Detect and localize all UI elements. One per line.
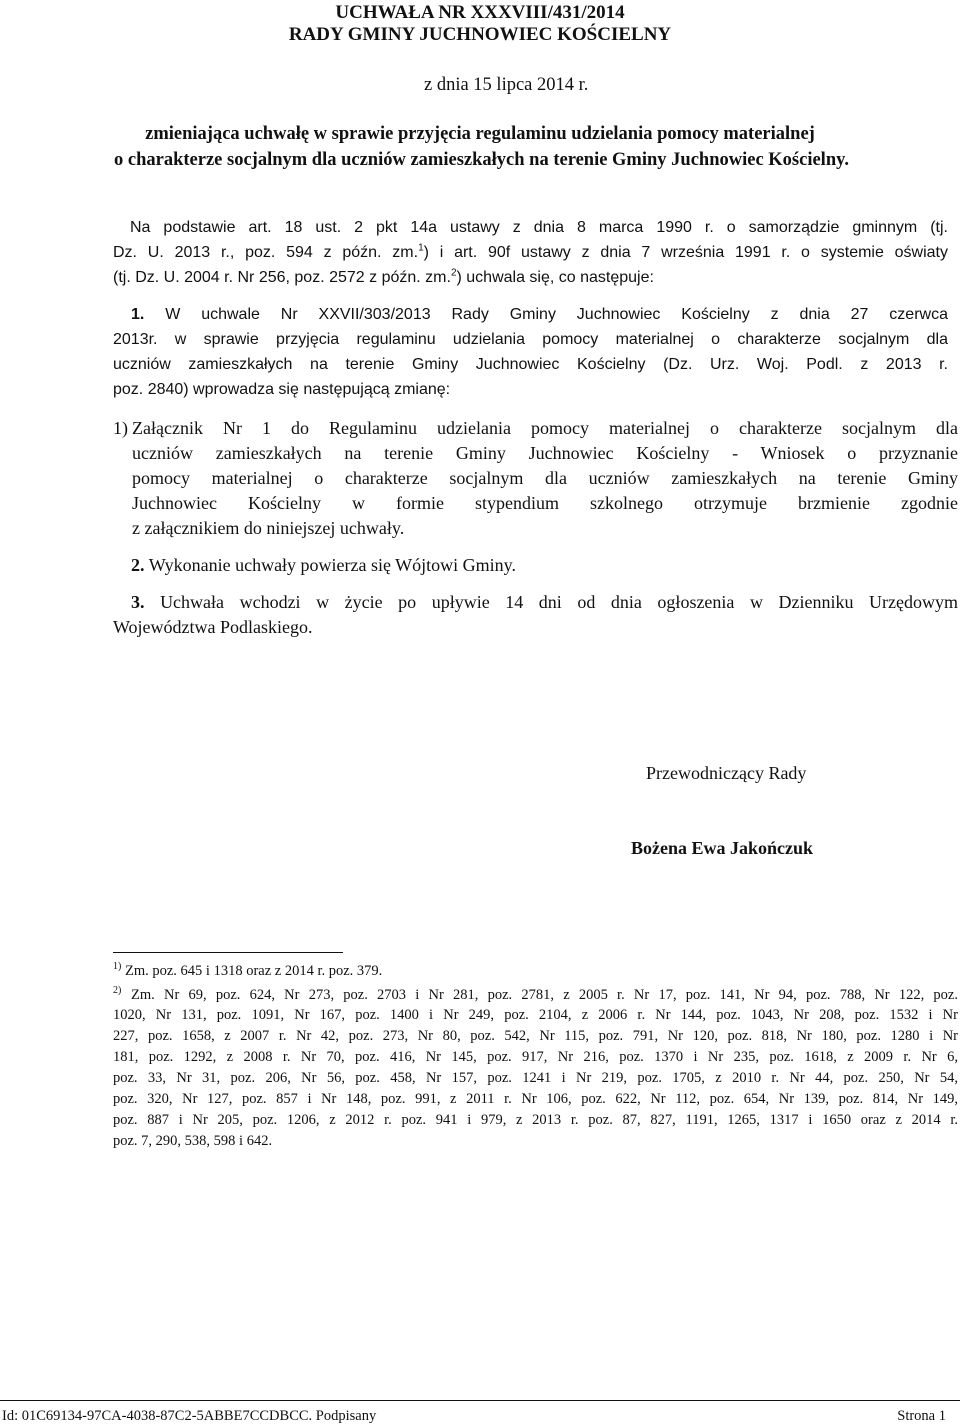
section-2-number: 2. [131,555,145,575]
footnote-separator [113,952,343,953]
section-1-line-1: 1. W uchwale Nr XXVII/303/2013 Rady Gminy Juchnowiec Kościelny z dnia 27 czerwca [131,306,948,323]
section-1-line-3: uczniów zamieszkałych na terenie Gminy Juchnowiec Kościelny (Dz. Urz. Woj. Podl. z 2013 r. [113,356,948,373]
footnote-2-line: poz. 320, Nr 127, poz. 857 i Nr 148, poz. 991, z 2011 r. Nr 106, poz. 622, Nr 112, poz. 654, Nr 139, poz. 814, Nr 149, [113,1091,958,1107]
item-1-line-2: uczniów zamieszkałych na terenie Gminy Juchnowiec Kościelny - Wniosek o przyznanie [132,443,958,463]
resolution-date: z dnia 15 lipca 2014 r. [424,75,589,95]
footnote-2-mark: 2) [113,985,122,997]
item-1-label: 1) [113,418,128,438]
section-3-line-1: 3. Uchwała wchodzi w życie po upływie 14 dni od dnia ogłoszenia w Dzienniku Urzędowym [131,592,959,612]
footnote-2-line: poz. 887 i Nr 205, poz. 1206, z 2012 r. poz. 941 i 979, z 2013 r. poz. 87, 827, 1191, 1265, 1317 i 1650 oraz z 2014 r. [113,1112,958,1128]
signature-name: Bożena Ewa Jakończuk [631,838,814,858]
footnote-2-line: poz. 7, 290, 538, 598 i 642. [113,1133,273,1149]
footer-document-id: Id: 01C69134-97CA-4038-87C2-5ABBE7CCDBCC. Podpisany [2,1408,377,1424]
item-1-line-3: pomocy materialnej o charakterze socjalnym dla uczniów zamieszkałych na terenie Gminy [132,468,958,488]
subject-line-2: o charakterze socjalnym dla uczniów zamieszkałych na terenie Gminy Juchnowiec Kościelny. [114,150,849,170]
council-name: RADY GMINY JUCHNOWIEC KOŚCIELNY [288,24,672,45]
preamble-line-1: Na podstawie art. 18 ust. 2 pkt 14a ustawy z dnia 8 marca 1990 r. o samorządzie gminnym (tj. [130,219,948,236]
signature-role: Przewodniczący Rady [646,763,807,783]
section-3-line-2: Województwa Podlaskiego. [113,617,313,637]
item-1-line-4: Juchnowiec Kościelny w formie stypendium szkolnego otrzymuje brzmienie zgodnie [132,493,958,513]
footer-page-number: Strona 1 [897,1408,946,1424]
section-3-number: 3. [131,592,145,612]
resolution-title: UCHWAŁA NR XXXVIII/431/2014 [335,2,625,23]
footnote-2-line: 181, poz. 1292, z 2008 r. Nr 70, poz. 416, Nr 145, poz. 917, Nr 216, poz. 1370 i Nr 235, poz. 1618, z 2009 r. Nr 6, [113,1049,958,1065]
section-2: 2. Wykonanie uchwały powierza się Wójtowi Gminy. [131,555,517,575]
footnote-2-line: 227, poz. 1658, z 2007 r. Nr 42, poz. 273, Nr 80, poz. 542, Nr 115, poz. 791, Nr 120, poz. 818, Nr 180, poz. 1280 i Nr [113,1028,958,1044]
footnote-2-line: 1020, Nr 131, poz. 1091, Nr 167, poz. 1400 i Nr 249, poz. 2104, z 2006 r. Nr 144, poz. 1043, Nr 208, poz. 1532 i Nr [113,1007,958,1023]
section-1-line-4: poz. 2840) wprowadza się następującą zmianę: [113,381,451,398]
footnote-2-line: poz. 33, Nr 31, poz. 206, Nr 56, poz. 458, Nr 157, poz. 1241 i Nr 219, poz. 1705, z 2010 r. Nr 44, poz. 250, Nr 54, [113,1070,958,1086]
item-1-line-1: Załącznik Nr 1 do Regulaminu udzielania pomocy materialnej o charakterze socjalnym dla [132,418,958,438]
footer-rule [0,1400,960,1401]
item-1-line-5: z załącznikiem do niniejszej uchwały. [132,518,405,538]
section-1-line-2: 2013r. w sprawie przyjęcia regulaminu udzielania pomocy materialnej o charakterze socjalnym dla [113,331,948,348]
preamble-line-3: (tj. Dz. U. 2004 r. Nr 256, poz. 2572 z późn. zm.$^2$) uchwala się, co następuje: [113,267,654,286]
footnote-1: $^{1)}$ Zm. poz. 645 i 1318 oraz z 2014 r. poz. 379. [113,961,383,979]
section-1-number: 1. [131,306,145,323]
subject-line-1: zmieniająca uchwałę w sprawie przyjęcia regulaminu udzielania pomocy materialnej [145,124,815,144]
preamble-line-2: Dz. U. 2013 r., poz. 594 z późn. zm.$^1$) i art. 90f ustawy z dnia 7 września 1991 r. o systemie oświaty [113,242,949,261]
footnote-2-line: Zm. Nr 69, poz. 624, Nr 273, poz. 2703 i Nr 281, poz. 2781, z 2005 r. Nr 17, poz. 141, Nr 94, poz. 788, Nr 122, poz. [131,987,958,1003]
